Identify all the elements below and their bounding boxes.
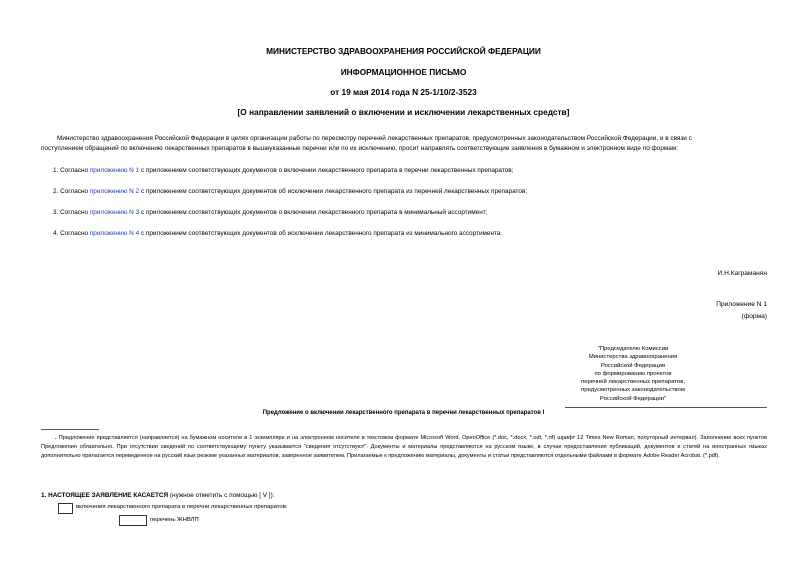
section-1-hint: (нужное отметить с помощью [ V ]): xyxy=(168,492,275,499)
footnote xyxy=(41,434,767,462)
appendix-1-link[interactable]: приложению N 1 xyxy=(89,167,140,174)
addressee-line: по формированию проектов xyxy=(594,370,672,377)
section-1 xyxy=(41,491,275,502)
list-item xyxy=(53,166,513,177)
addressee-line: Министерства здравоохранения xyxy=(588,354,678,361)
item-prefix: 3. Согласно xyxy=(53,209,90,216)
item-suffix: с приложением соответствующих документов об исключении лекарственного препарата из минимального ассортимента. xyxy=(139,230,503,237)
date-number-heading: от 19 мая 2014 года N 25-1/10/2-3523 xyxy=(330,87,477,97)
appendix-2-link[interactable]: приложению N 2 xyxy=(89,188,140,195)
footnote-text: Предложение представляется (направляется) на бумажном носителе в 1 экземпляре и на электронном носителе в текстовом формате Microsoft Word, OpenOffice (*.doc, *.docx, *.odt, *.rtf) шрифт 12 Times New Roman, полуторный интервал). Заполнение всех пунктов Предложения обязательно. При отсутствии сведений по соответствующему пункту указывается "сведения отсутствуют". Документы и материалы представляются на русском языке, в случае предоставления публикаций, документов и статей на иностранных языках дополнительно прилагается переведенное на русский язык резюме указанных материалов, заверенное заявителем. Прилагаемые к предложению материалы, документы и статьи представляются отдельными файлами в формате Adobe Reader Acrobat. (*.pdf). xyxy=(41,435,767,460)
signature: И.Н.Каграманян xyxy=(717,270,767,277)
zhnvlp-option-label: перечень ЖНВЛП xyxy=(150,517,199,523)
list-item xyxy=(53,229,502,240)
item-prefix: 2. Согласно xyxy=(53,188,90,195)
list-item xyxy=(53,208,487,219)
proposal-title-text: Предложение о включении лекарственного препарата в перечни лекарственных препаратов xyxy=(262,410,541,416)
section-1-title: 1. НАСТОЯЩЕЕ ЗАЯВЛЕНИЕ КАСАЕТСЯ xyxy=(41,492,169,499)
item-prefix: 1. Согласно xyxy=(53,167,90,174)
addressee-line: "Председателю Комиссии xyxy=(597,346,669,352)
appendix-title: Приложение N 1 xyxy=(716,301,767,308)
subject-heading: [О направлении заявлений о включении и исключении лекарственных средств] xyxy=(237,107,570,117)
zhnvlp-checkbox[interactable] xyxy=(119,515,147,526)
addressee-block xyxy=(548,345,718,403)
proposal-title xyxy=(0,408,807,419)
ministry-heading: МИНИСТЕРСТВО ЗДРАВООХРАНЕНИЯ РОССИЙСКОЙ ФЕДЕРАЦИИ xyxy=(266,46,541,56)
addressee-line: перечней лекарственных препаратов, xyxy=(581,379,685,386)
item-suffix: с приложением соответствующих документов о включении лекарственного препарата в перечни лекарственных препаратов; xyxy=(139,167,514,174)
item-suffix: с приложением соответствующих документов о включении лекарственного препарата в минимальный ассортимент; xyxy=(139,209,488,216)
addressee-line: предусмотренных законодательством xyxy=(581,387,685,394)
include-option-label: включения лекарственного препарата в перечни лекарственных препаратов: xyxy=(76,504,288,510)
appendix-3-link[interactable]: приложению N 3 xyxy=(89,209,140,216)
footnote-mark: . xyxy=(55,435,57,441)
doc-type-heading: ИНФОРМАЦИОННОЕ ПИСЬМО xyxy=(340,67,467,77)
appendix-4-link[interactable]: приложению N 4 xyxy=(89,230,140,237)
addressee-line: Российской Федерации xyxy=(600,362,666,369)
list-item xyxy=(53,187,527,198)
include-checkbox[interactable] xyxy=(58,503,73,514)
item-prefix: 4. Согласно xyxy=(53,230,90,237)
appendix-form-label: (форма) xyxy=(741,313,767,320)
intro-line-2: поступлением обращений по включению лекарственных препаратов в вышеуказанные перечни или по их исключению, просит направлять соответствующие заявления в бумажном и электронном виде по формам: xyxy=(41,145,679,152)
intro-line-1: Министерство здравоохранения Российской Федерации в целях организации работы по пересмотру перечней лекарственных препаратов, предусмотренных законодательством Российской Федерации, и в связи с xyxy=(57,135,692,142)
footnote-marker: I xyxy=(542,410,545,416)
item-suffix: с приложением соответствующих документов об исключении лекарственного препарата из перечней лекарственных препаратов; xyxy=(139,188,528,195)
footnote-separator xyxy=(41,429,99,430)
addressee-line: Российской Федерации" xyxy=(599,395,667,402)
